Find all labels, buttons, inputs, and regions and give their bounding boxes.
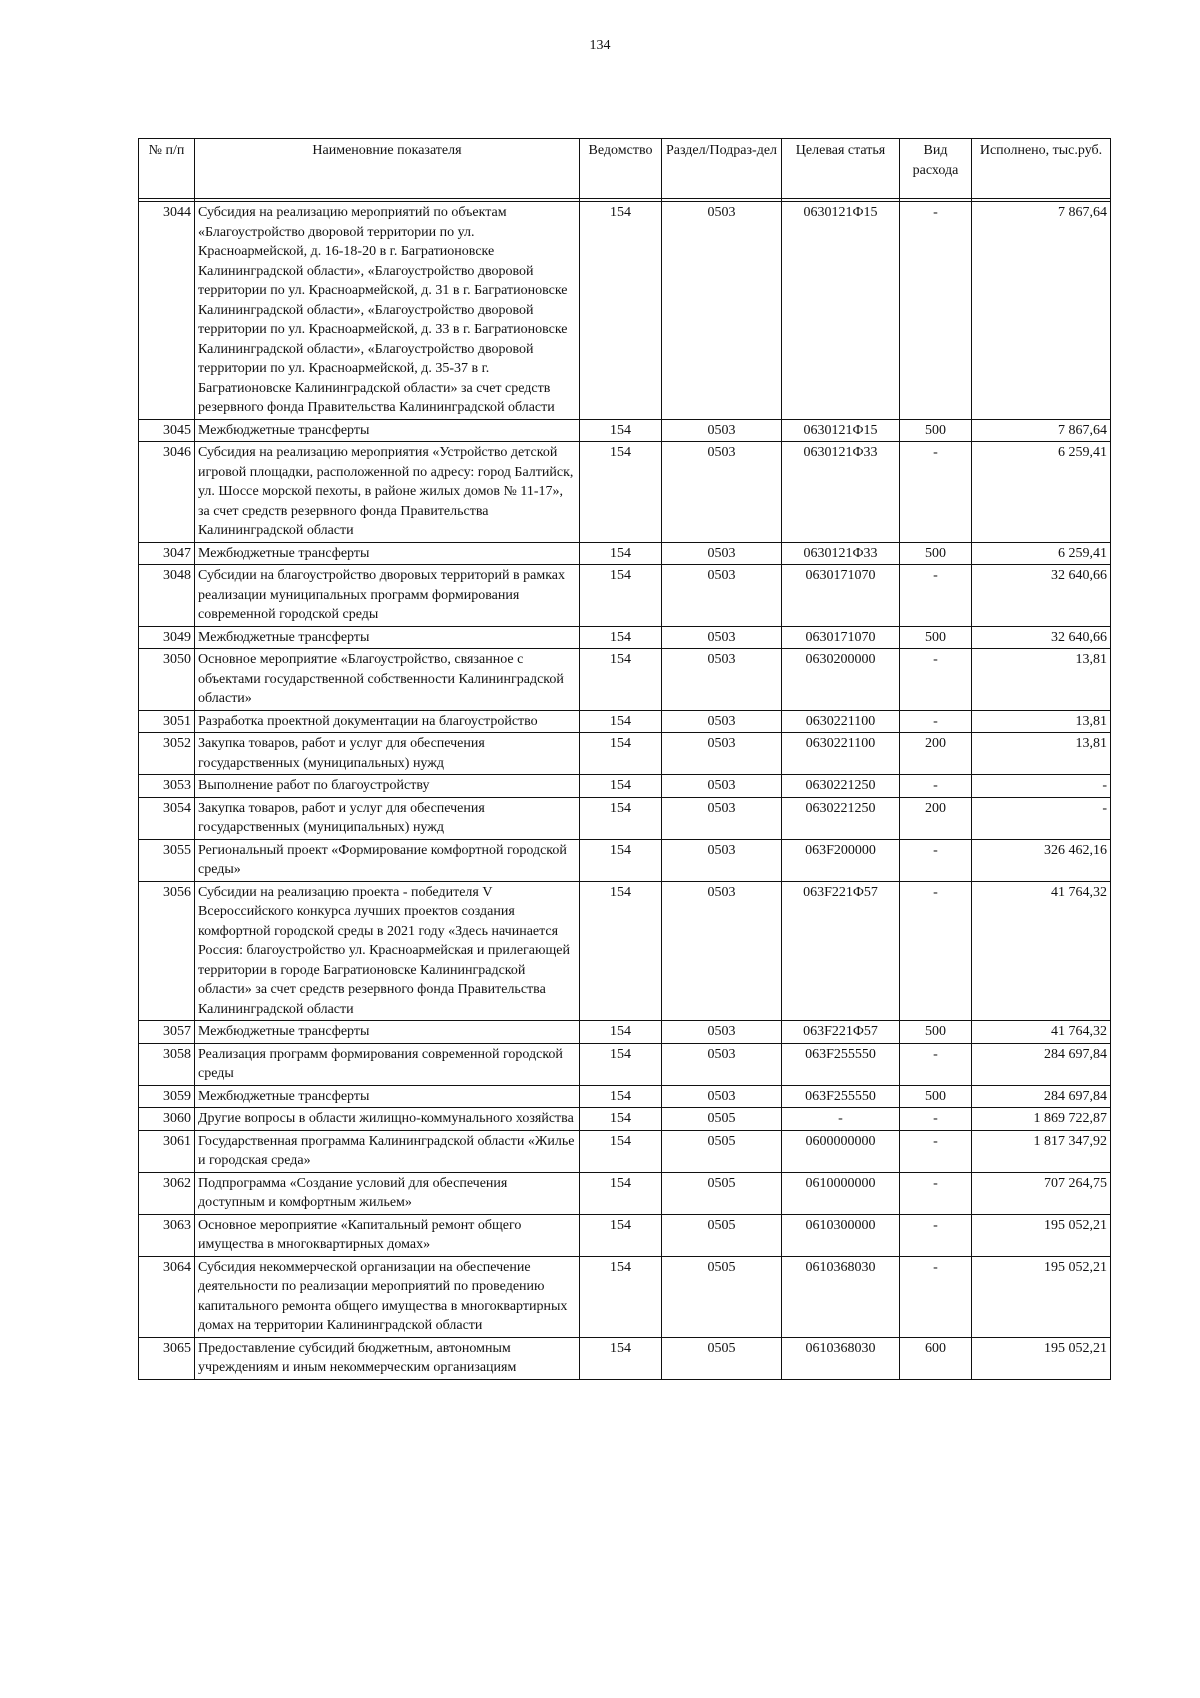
row-target: 0630221250 [782, 775, 900, 798]
row-number: 3047 [139, 542, 195, 565]
row-kind: 500 [900, 626, 972, 649]
row-name: Подпрограмма «Создание условий для обеспечения доступным и комфортным жильем» [195, 1172, 580, 1214]
row-number: 3061 [139, 1130, 195, 1172]
row-number: 3044 [139, 202, 195, 420]
row-target: 063F255550 [782, 1043, 900, 1085]
row-dept: 154 [580, 733, 662, 775]
row-amount: 1 869 722,87 [972, 1108, 1111, 1131]
row-number: 3049 [139, 626, 195, 649]
row-kind: - [900, 1214, 972, 1256]
row-name: Субсидии на реализацию проекта - победителя V Всероссийского конкурса лучших проектов создания комфортной городской среды в 2021 году «Здесь начинается Россия: благоустройство ул. Красноармейская и прилегающей территории в городе Багратионовске Калининградской области» за счет средств резервного фонда Правительства Калининградской области [195, 881, 580, 1021]
table-row [139, 839, 1111, 881]
row-target: - [782, 1108, 900, 1131]
row-dept: 154 [580, 1172, 662, 1214]
table-row [139, 1172, 1111, 1214]
row-target: 0610368030 [782, 1337, 900, 1379]
col-header-kind: Вид расхода [900, 139, 972, 199]
row-number: 3059 [139, 1085, 195, 1108]
row-dept: 154 [580, 710, 662, 733]
row-kind: 200 [900, 797, 972, 839]
col-header-target: Целевая статья [782, 139, 900, 199]
row-kind: - [900, 565, 972, 627]
row-kind: - [900, 1108, 972, 1131]
row-dept: 154 [580, 1130, 662, 1172]
row-amount: 13,81 [972, 649, 1111, 711]
row-amount: 7 867,64 [972, 202, 1111, 420]
row-name: Субсидия некоммерческой организации на обеспечение деятельности по реализации мероприятий по проведению капитального ремонта общего имущества в многоквартирных домах на территории Калининградской области [195, 1256, 580, 1337]
row-section: 0503 [662, 649, 782, 711]
row-section: 0503 [662, 1085, 782, 1108]
row-number: 3057 [139, 1021, 195, 1044]
row-section: 0503 [662, 1021, 782, 1044]
row-amount: 13,81 [972, 710, 1111, 733]
row-name: Межбюджетные трансферты [195, 419, 580, 442]
row-dept: 154 [580, 1085, 662, 1108]
row-section: 0503 [662, 839, 782, 881]
col-header-dept: Ведомство [580, 139, 662, 199]
row-target: 0630200000 [782, 649, 900, 711]
row-kind: - [900, 1256, 972, 1337]
row-kind: - [900, 649, 972, 711]
row-name: Реализация программ формирования современной городской среды [195, 1043, 580, 1085]
row-amount: 41 764,32 [972, 1021, 1111, 1044]
row-kind: - [900, 1043, 972, 1085]
row-section: 0503 [662, 626, 782, 649]
row-amount: 32 640,66 [972, 565, 1111, 627]
row-section: 0505 [662, 1214, 782, 1256]
row-number: 3046 [139, 442, 195, 543]
row-dept: 154 [580, 775, 662, 798]
row-section: 0503 [662, 881, 782, 1021]
row-target: 063F221Ф57 [782, 1021, 900, 1044]
row-name: Субсидии на благоустройство дворовых территорий в рамках реализации муниципальных программ формирования современной городской среды [195, 565, 580, 627]
row-target: 063F221Ф57 [782, 881, 900, 1021]
row-number: 3060 [139, 1108, 195, 1131]
row-amount: 707 264,75 [972, 1172, 1111, 1214]
row-name: Государственная программа Калининградской области «Жилье и городская среда» [195, 1130, 580, 1172]
row-name: Выполнение работ по благоустройству [195, 775, 580, 798]
row-number: 3064 [139, 1256, 195, 1337]
row-dept: 154 [580, 1214, 662, 1256]
table-row [139, 1256, 1111, 1337]
row-section: 0503 [662, 542, 782, 565]
row-target: 0630171070 [782, 565, 900, 627]
row-section: 0503 [662, 733, 782, 775]
budget-table [138, 138, 1111, 1380]
col-header-name: Наименовние показателя [195, 139, 580, 199]
row-kind: - [900, 202, 972, 420]
row-amount: 6 259,41 [972, 442, 1111, 543]
row-name: Другие вопросы в области жилищно-коммунального хозяйства [195, 1108, 580, 1131]
row-section: 0503 [662, 797, 782, 839]
row-target: 0600000000 [782, 1130, 900, 1172]
table-row [139, 1043, 1111, 1085]
row-dept: 154 [580, 565, 662, 627]
row-kind: - [900, 881, 972, 1021]
row-dept: 154 [580, 1256, 662, 1337]
row-dept: 154 [580, 1021, 662, 1044]
row-dept: 154 [580, 839, 662, 881]
col-header-num: № п/п [139, 139, 195, 199]
row-number: 3050 [139, 649, 195, 711]
table-body [139, 199, 1111, 1380]
table-row [139, 1130, 1111, 1172]
row-target: 0610300000 [782, 1214, 900, 1256]
row-kind: - [900, 1172, 972, 1214]
table-row [139, 649, 1111, 711]
col-header-section: Раздел/Подраз-дел [662, 139, 782, 199]
row-number: 3065 [139, 1337, 195, 1379]
row-amount: - [972, 797, 1111, 839]
row-amount: 284 697,84 [972, 1085, 1111, 1108]
row-dept: 154 [580, 881, 662, 1021]
row-section: 0503 [662, 565, 782, 627]
row-number: 3054 [139, 797, 195, 839]
row-name: Межбюджетные трансферты [195, 1085, 580, 1108]
row-name: Межбюджетные трансферты [195, 1021, 580, 1044]
row-kind: 500 [900, 542, 972, 565]
row-target: 0610000000 [782, 1172, 900, 1214]
row-section: 0503 [662, 202, 782, 420]
page-number: 134 [589, 38, 611, 53]
row-target: 0630171070 [782, 626, 900, 649]
row-name: Разработка проектной документации на благоустройство [195, 710, 580, 733]
row-name: Региональный проект «Формирование комфортной городской среды» [195, 839, 580, 881]
row-amount: - [972, 775, 1111, 798]
row-target: 0630121Ф33 [782, 542, 900, 565]
row-section: 0503 [662, 710, 782, 733]
row-name: Межбюджетные трансферты [195, 626, 580, 649]
row-target: 063F255550 [782, 1085, 900, 1108]
table-row [139, 881, 1111, 1021]
table-row [139, 1021, 1111, 1044]
table-row [139, 626, 1111, 649]
row-amount: 1 817 347,92 [972, 1130, 1111, 1172]
row-amount: 13,81 [972, 733, 1111, 775]
row-amount: 7 867,64 [972, 419, 1111, 442]
row-name: Основное мероприятие «Благоустройство, связанное с объектами государственной собственности Калининградской области» [195, 649, 580, 711]
row-number: 3048 [139, 565, 195, 627]
row-number: 3045 [139, 419, 195, 442]
row-kind: 500 [900, 1085, 972, 1108]
row-target: 0630221250 [782, 797, 900, 839]
row-number: 3055 [139, 839, 195, 881]
row-dept: 154 [580, 1043, 662, 1085]
row-target: 0630121Ф33 [782, 442, 900, 543]
row-number: 3056 [139, 881, 195, 1021]
table-row [139, 565, 1111, 627]
row-kind: - [900, 442, 972, 543]
row-dept: 154 [580, 542, 662, 565]
row-dept: 154 [580, 1108, 662, 1131]
row-name: Закупка товаров, работ и услуг для обеспечения государственных (муниципальных) нужд [195, 797, 580, 839]
row-number: 3058 [139, 1043, 195, 1085]
row-dept: 154 [580, 797, 662, 839]
row-number: 3051 [139, 710, 195, 733]
row-section: 0503 [662, 1043, 782, 1085]
table-row [139, 419, 1111, 442]
row-section: 0505 [662, 1108, 782, 1131]
row-amount: 32 640,66 [972, 626, 1111, 649]
table-row [139, 1085, 1111, 1108]
row-amount: 326 462,16 [972, 839, 1111, 881]
row-section: 0505 [662, 1130, 782, 1172]
row-kind: 500 [900, 419, 972, 442]
row-kind: 500 [900, 1021, 972, 1044]
row-target: 0630121Ф15 [782, 202, 900, 420]
row-target: 0630221100 [782, 710, 900, 733]
table-row [139, 797, 1111, 839]
row-section: 0503 [662, 775, 782, 798]
row-dept: 154 [580, 419, 662, 442]
row-kind: 200 [900, 733, 972, 775]
row-name: Основное мероприятие «Капитальный ремонт общего имущества в многоквартирных домах» [195, 1214, 580, 1256]
row-target: 0630221100 [782, 733, 900, 775]
table-row [139, 1214, 1111, 1256]
col-header-amount: Исполнено, тыс.руб. [972, 139, 1111, 199]
row-dept: 154 [580, 626, 662, 649]
row-number: 3053 [139, 775, 195, 798]
table-row [139, 710, 1111, 733]
table-row [139, 775, 1111, 798]
row-name: Субсидия на реализацию мероприятий по объектам «Благоустройство дворовой территории по ул. Красноармейской, д. 16-18-20 в г. Багратионовске Калининградской области», «Благоустройство дворовой территории по ул. Красноармейской, д. 31 в г. Багратионовске Калининградской области», «Благоустройство дворовой территории по ул. Красноармейской, д. 33 в г. Багратионовске Калининградской области», «Благоустройство дворовой территории по ул. Красноармейской, д. 35-37 в г. Багратионовске Калининградской области» за счет средств резервного фонда Правительства Калининградской области [195, 202, 580, 420]
row-section: 0503 [662, 419, 782, 442]
table-row [139, 202, 1111, 420]
row-kind: - [900, 775, 972, 798]
row-kind: - [900, 839, 972, 881]
row-kind: 600 [900, 1337, 972, 1379]
table-header-row [139, 139, 1111, 199]
row-section: 0505 [662, 1337, 782, 1379]
row-kind: - [900, 1130, 972, 1172]
row-name: Субсидия на реализацию мероприятия «Устройство детской игровой площадки, расположенной по адресу: город Балтийск, ул. Шоссе морской пехоты, в районе жилых домов № 11-17», за счет средств резервного фонда Правительства Калининградской области [195, 442, 580, 543]
row-dept: 154 [580, 1337, 662, 1379]
table-row [139, 1337, 1111, 1379]
table-row [139, 733, 1111, 775]
row-kind: - [900, 710, 972, 733]
row-amount: 195 052,21 [972, 1256, 1111, 1337]
row-amount: 284 697,84 [972, 1043, 1111, 1085]
row-name: Межбюджетные трансферты [195, 542, 580, 565]
row-amount: 195 052,21 [972, 1337, 1111, 1379]
row-target: 0630121Ф15 [782, 419, 900, 442]
row-amount: 195 052,21 [972, 1214, 1111, 1256]
row-number: 3063 [139, 1214, 195, 1256]
row-number: 3062 [139, 1172, 195, 1214]
row-target: 0610368030 [782, 1256, 900, 1337]
row-dept: 154 [580, 442, 662, 543]
row-amount: 41 764,32 [972, 881, 1111, 1021]
row-name: Предоставление субсидий бюджетным, автономным учреждениям и иным некоммерческим организациям [195, 1337, 580, 1379]
row-section: 0505 [662, 1256, 782, 1337]
row-dept: 154 [580, 649, 662, 711]
row-section: 0505 [662, 1172, 782, 1214]
row-target: 063F200000 [782, 839, 900, 881]
row-name: Закупка товаров, работ и услуг для обеспечения государственных (муниципальных) нужд [195, 733, 580, 775]
table-row [139, 542, 1111, 565]
row-section: 0503 [662, 442, 782, 543]
row-dept: 154 [580, 202, 662, 420]
row-number: 3052 [139, 733, 195, 775]
row-amount: 6 259,41 [972, 542, 1111, 565]
table-row [139, 442, 1111, 543]
table-row [139, 1108, 1111, 1131]
